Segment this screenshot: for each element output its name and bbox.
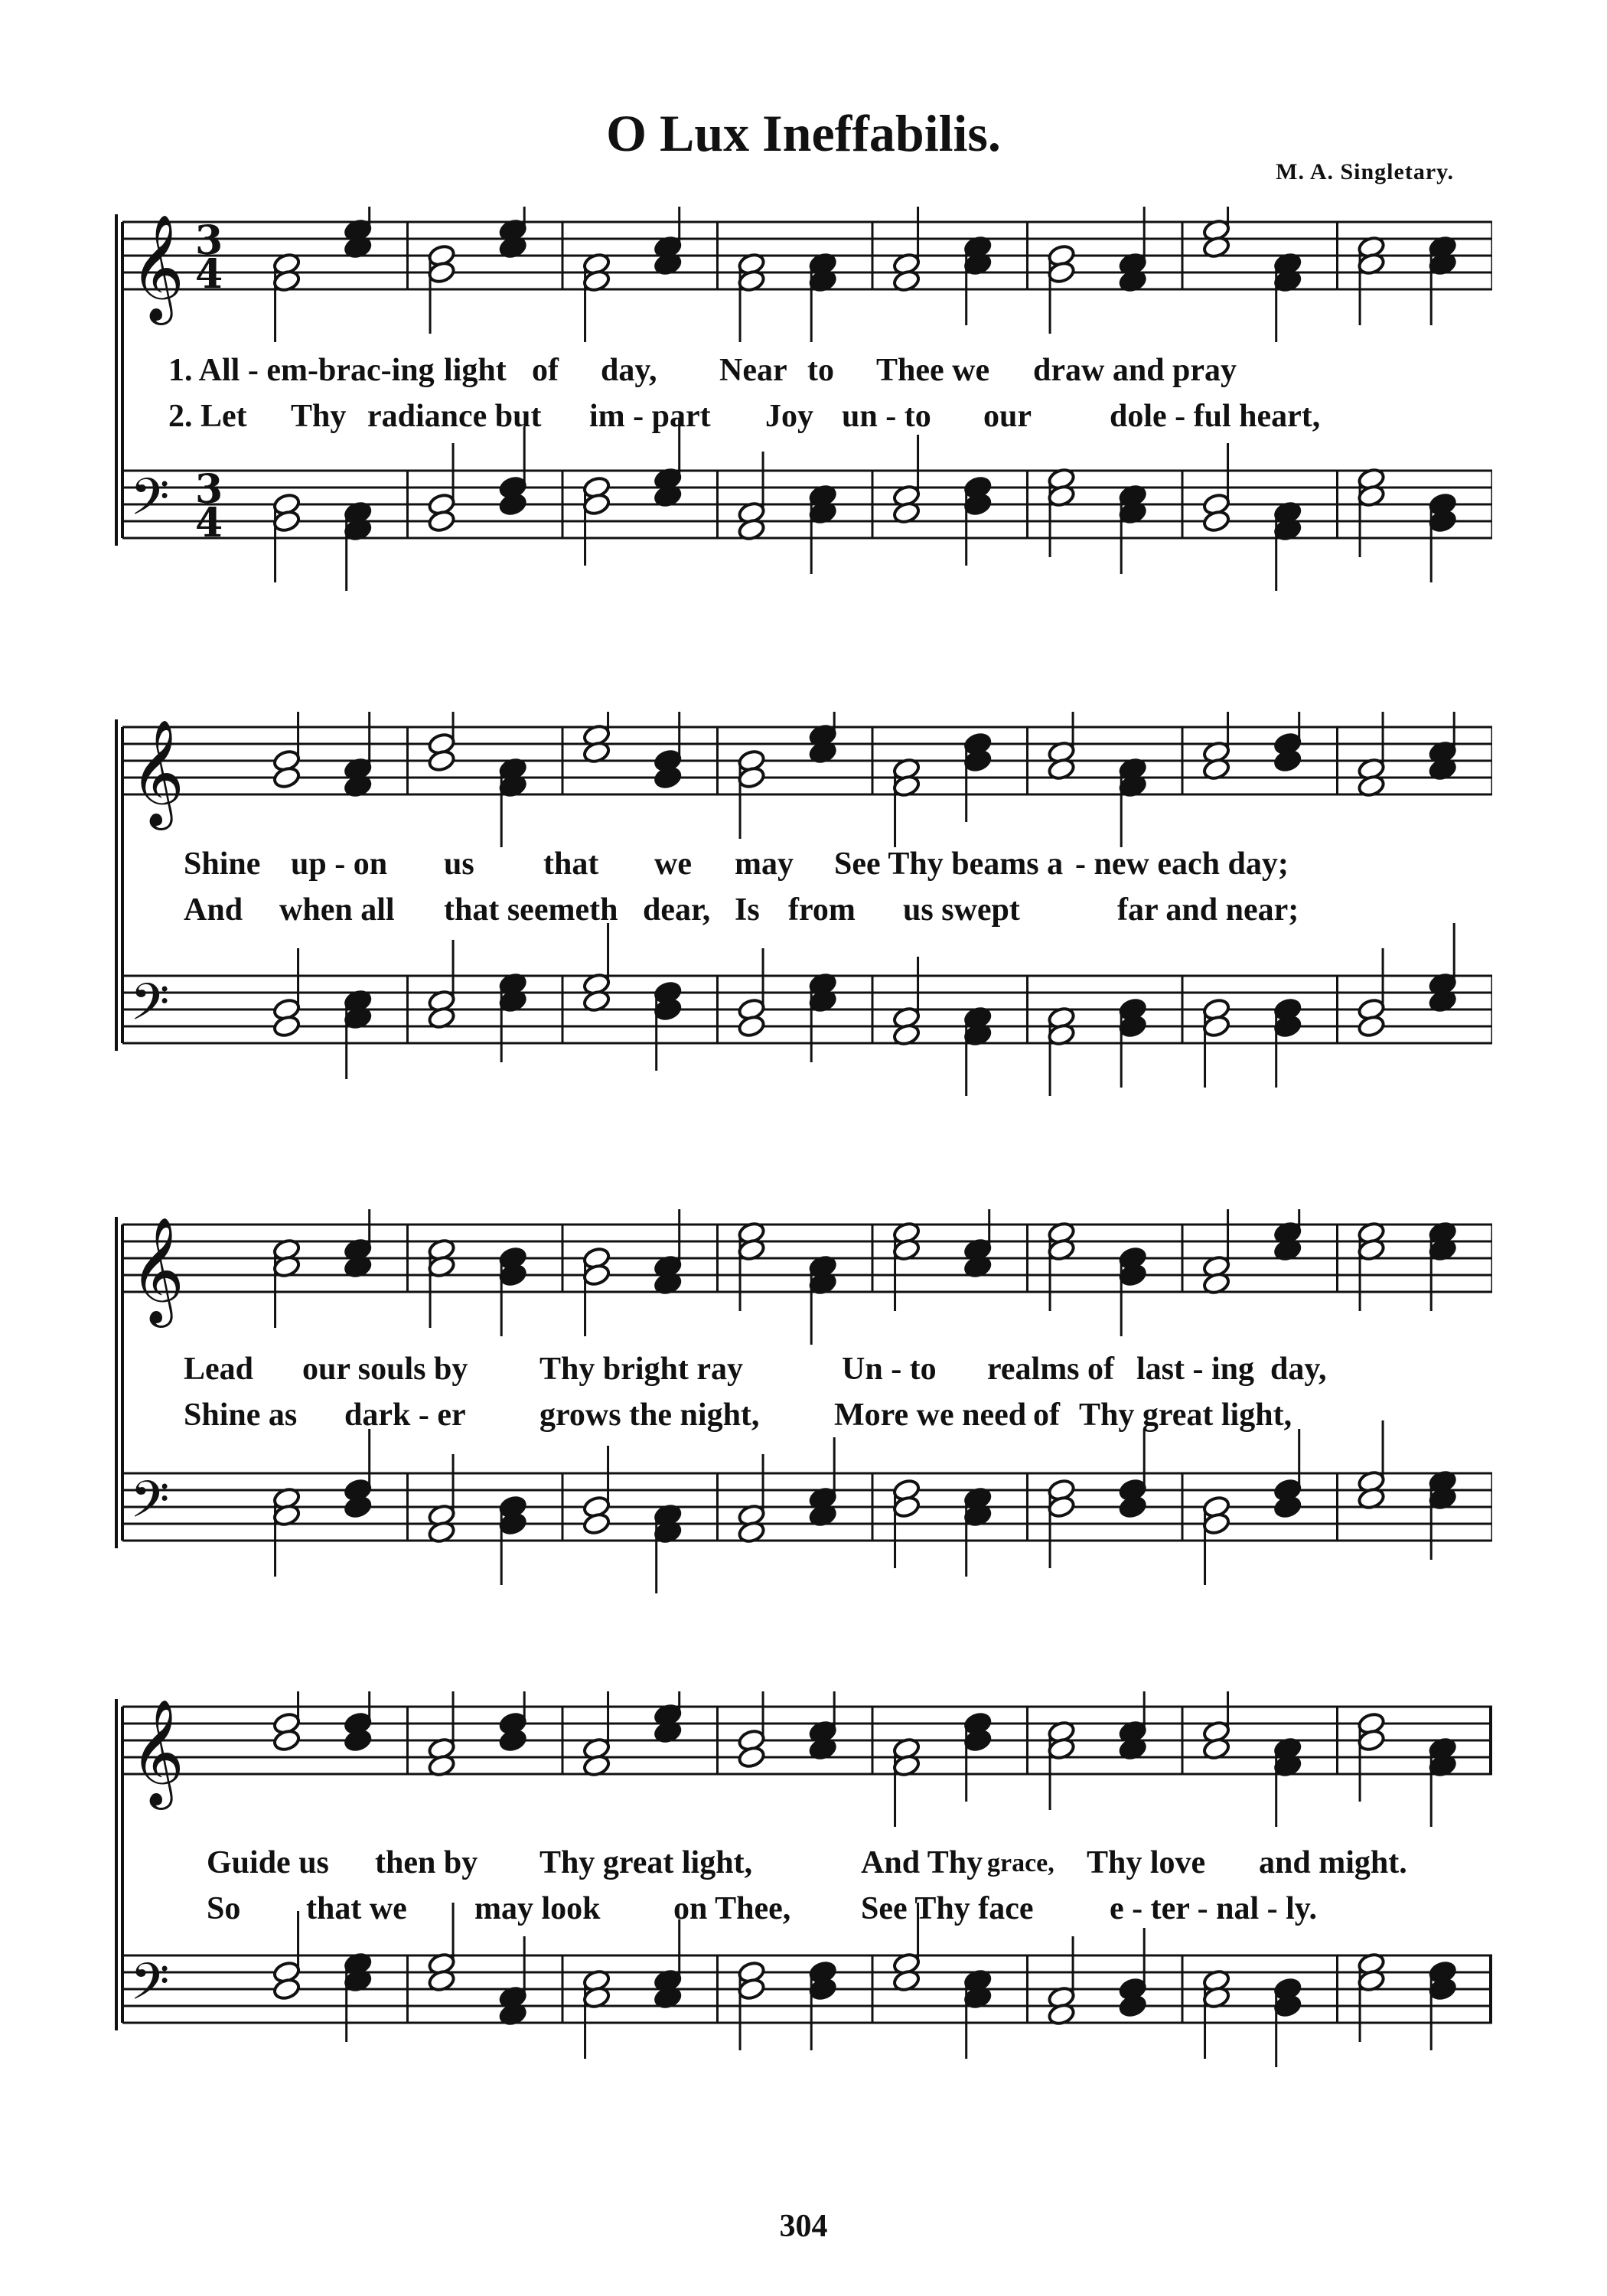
bass-clef-icon: 𝄢 [130,468,170,539]
note-heads [272,1209,1457,1345]
bass-clef-icon: 𝄢 [130,1470,170,1541]
note-heads [272,207,1457,342]
verse-1-line-2: Shine up - on us that we may See Thy beams a - new each day; [184,846,1289,882]
music-system-3 [115,1209,1492,1638]
verse-1-line-4: Guide us then by Thy great light, And Thy grace, Thy love and might. [207,1845,1407,1880]
treble-clef-icon: 𝄞 [130,1217,184,1323]
treble-clef-icon: 𝄞 [130,719,184,826]
note-heads [272,712,1457,847]
music-system-2 [115,712,1492,1140]
treble-clef-icon: 𝄞 [130,1699,184,1805]
music-system-1 [115,207,1492,635]
composer-credit: M. A. Singletary. [1276,159,1454,184]
time-signature-top: 3 [195,466,223,513]
music-system-4 [115,1691,1492,2120]
treble-staff [122,1691,1492,1827]
time-signature-top: 3 [195,217,223,264]
hymn-title: O Lux Ineffabilis. [606,104,1001,162]
time-signature-bottom: 4 [195,500,223,546]
page-number: 304 [779,2209,828,2244]
verse-1-line-3: Lead our souls by Thy bright ray Un - to realms of last - ing day, [184,1352,1327,1387]
bass-staff [122,1420,1492,1593]
verse-2-line-4: So that we may look on Thee, See Thy face e - ter - nal - ly. [207,1891,1317,1926]
note-heads [272,1691,1457,1827]
verse-2-line-1: 2. Let Thy radiance but im - part Joy un - to our dole - ful heart, [168,399,1321,434]
treble-clef-icon: 𝄞 [130,214,184,321]
bass-clef-icon: 𝄢 [130,1952,170,2024]
time-signature-bottom: 4 [195,251,223,298]
bass-clef-icon: 𝄢 [130,973,170,1044]
verse-2-line-3: Shine as dark - er grows the night, More we need of Thy great light, [184,1397,1292,1433]
verse-2-line-2: And when all that seemeth dear, Is from us swept far and near; [184,892,1299,928]
bass-staff [122,923,1492,1096]
treble-staff [122,1209,1492,1345]
treble-staff [122,207,1492,342]
verse-1-line-1: 1. All - em-brac-ing light of day, Near to Thee we draw and pray [168,353,1237,388]
treble-staff [122,712,1492,847]
